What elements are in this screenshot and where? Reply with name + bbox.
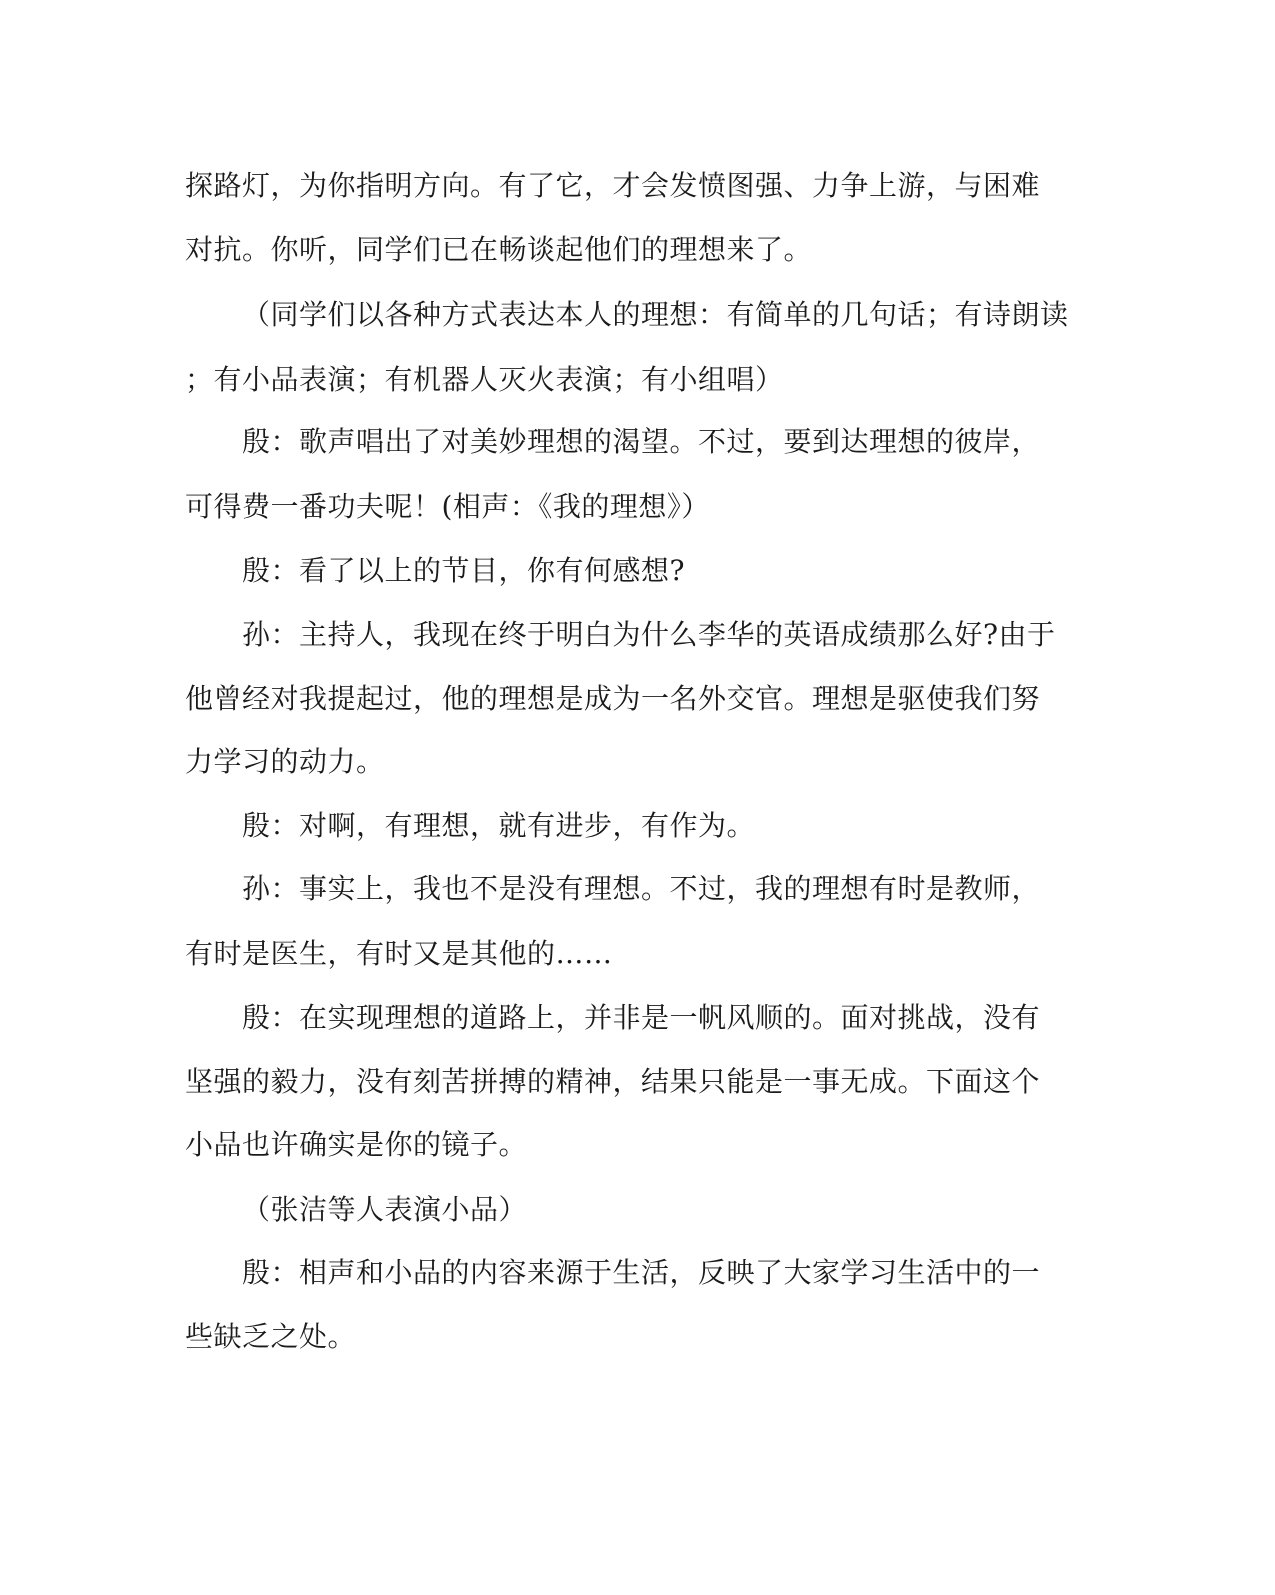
- text-line: 殷：看了以上的节目，你有何感想?: [242, 554, 686, 587]
- text-line: 他曾经对我提起过，他的理想是成为一名外交官。理想是驱使我们努: [185, 682, 1041, 715]
- text-line: 力学习的动力。: [185, 745, 385, 778]
- text-line: ；有小品表演；有机器人灭火表演；有小组唱）: [185, 363, 784, 396]
- text-line: 殷：在实现理想的道路上，并非是一帆风顺的。面对挑战，没有: [242, 1001, 1041, 1034]
- text-line: 殷：歌声唱出了对美妙理想的渴望。不过，要到达理想的彼岸，: [242, 425, 1041, 458]
- text-line: 有时是医生，有时又是其他的……: [185, 937, 613, 970]
- text-line: （张洁等人表演小品）: [242, 1193, 528, 1226]
- text-line: 可得费一番功夫呢！(相声：《我的理想》）: [185, 490, 710, 523]
- text-line: 殷：相声和小品的内容来源于生活，反映了大家学习生活中的一: [242, 1256, 1041, 1289]
- text-line: （同学们以各种方式表达本人的理想：有简单的几句话；有诗朗读: [242, 298, 1069, 331]
- text-line: 殷：对啊，有理想，就有进步，有作为。: [242, 809, 756, 842]
- text-line: 孙：事实上，我也不是没有理想。不过，我的理想有时是教师，: [242, 872, 1041, 905]
- text-line: 探路灯，为你指明方向。有了它，才会发愤图强、力争上游，与困难: [185, 169, 1041, 202]
- text-line: 小品也许确实是你的镜子。: [185, 1128, 528, 1161]
- text-line: 坚强的毅力，没有刻苦拼搏的精神，结果只能是一事无成。下面这个: [185, 1065, 1041, 1098]
- text-line: 对抗。你听，同学们已在畅谈起他们的理想来了。: [185, 233, 813, 266]
- text-line: 孙：主持人，我现在终于明白为什么李华的英语成绩那么好?由于: [242, 618, 1056, 651]
- text-line: 些缺乏之处。: [185, 1320, 357, 1353]
